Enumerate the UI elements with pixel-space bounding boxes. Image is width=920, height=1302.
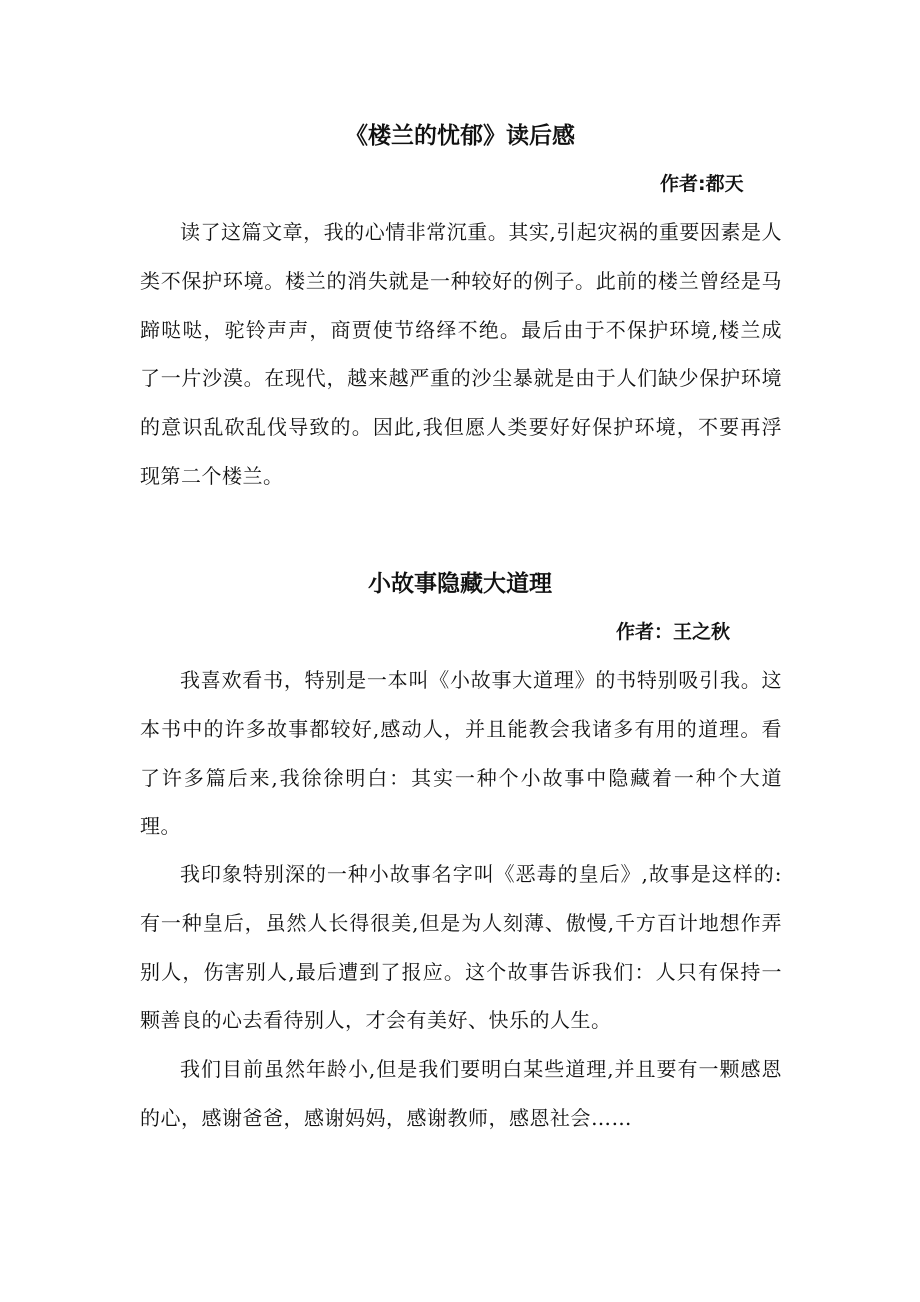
article2-paragraph-3: 我们目前虽然年龄小,但是我们要明白某些道理,并且要有一颗感恩的心，感谢爸爸，感谢妈妈，感谢教师，感恩社会……: [140, 1057, 782, 1130]
article2-author: 作者：王之秋: [616, 621, 731, 643]
article1-title: 《楼兰的忧郁》读后感: [345, 123, 575, 149]
article2-title: 小故事隐藏大道理: [368, 571, 552, 597]
article1-author: 作者:都天: [660, 173, 744, 195]
article2-paragraph-2: 我印象特别深的一种小故事名字叫《恶毒的皇后》,故事是这样的:有一种皇后，虽然人长得很美,但是为人刻薄、傲慢,千方百计地想作弄别人，伤害别人,最后遭到了报应。这个故事告诉我们：人只有保持一颗善良的心去看待别人，才会有美好、快乐的人生。: [140, 862, 782, 1033]
article2-paragraph-1: 我喜欢看书，特别是一本叫《小故事大道理》的书特别吸引我。这本书中的许多故事都较好,感动人，并且能教会我诸多有用的道理。看了许多篇后来,我徐徐明白：其实一种个小故事中隐藏着一种个大道理。: [140, 668, 782, 839]
article1-paragraph: 读了这篇文章，我的心情非常沉重。其实,引起灾祸的重要因素是人类不保护环境。楼兰的消失就是一种较好的例子。此前的楼兰曾经是马蹄哒哒，驼铃声声，商贾使节络绎不绝。最后由于不保护环境,楼兰成了一片沙漠。在现代，越来越严重的沙尘暴就是由于人们缺少保护环境的意识乱砍乱伐导致的。因此,我但愿人类要好好保护环境，不要再浮现第二个楼兰。: [140, 220, 782, 488]
